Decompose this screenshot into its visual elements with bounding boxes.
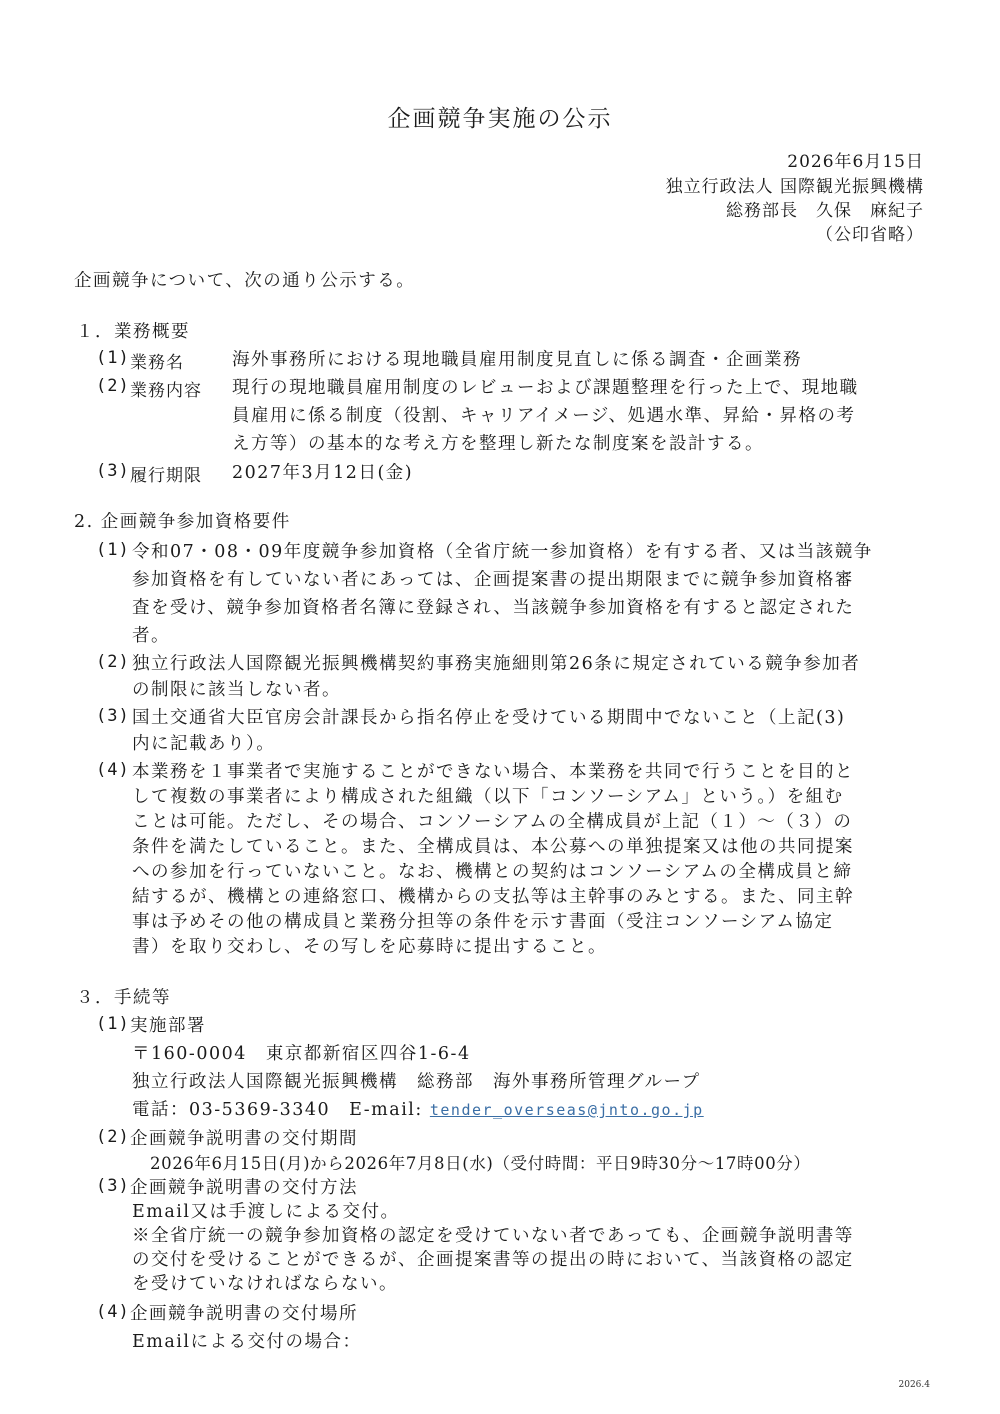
item-line: 条件を満たしていること。また、全構成員は、本公募への単独提案又は他の共同提案 — [132, 837, 854, 857]
intro-text: 企画競争について、次の通り公示する。 — [74, 271, 416, 291]
item-number: (3) — [96, 706, 130, 726]
office-contact — [132, 1096, 704, 1124]
item-number: (1) — [96, 348, 130, 368]
distribution-period: 2026年6月15日(月)から2026年7月8日(水)（受付時間：平日9時30分～17時00分） — [150, 1154, 811, 1173]
item-line: して複数の事業者により構成された組織（以下「コンソーシアム」という。）を組む — [132, 787, 844, 807]
issuer-signer: 総務部長 久保 麻紀子 — [726, 201, 924, 221]
item-number: (3) — [96, 1176, 130, 1196]
item-line: Emailによる交付の場合： — [132, 1332, 362, 1352]
item-number: (4) — [96, 1302, 130, 1322]
office-address: 〒160-0004 東京都新宿区四谷1-6-4 — [132, 1044, 471, 1064]
item-label: 企画競争説明書の交付期間 — [130, 1129, 358, 1149]
item-line: への参加を行っていないこと。なお、機構との契約はコンソーシアムの全構成員と締 — [132, 862, 853, 882]
issue-date: 2026年6月15日 — [787, 152, 924, 172]
item-number: (1) — [96, 540, 130, 560]
item-line: の交付を受けることができるが、企画提案書等の提出の時において、当該資格の認定 — [132, 1250, 854, 1270]
item-number: (4) — [96, 760, 130, 780]
item-label: 業務名 — [130, 353, 184, 373]
item-number: (2) — [96, 1127, 130, 1147]
item-label: 履行期限 — [130, 466, 202, 486]
page-title: 企画競争実施の公示 — [387, 106, 613, 132]
item-line: Email又は手渡しによる交付。 — [132, 1202, 400, 1222]
item-value-line: 員雇用に係る制度（役割、キャリアイメージ、処遇水準、昇給・昇格の考 — [232, 406, 856, 426]
item-line: 査を受け、競争参加資格者名簿に登録され、当該競争参加資格を有すると認定された — [132, 598, 855, 618]
footer-version: 2026.4 — [898, 1380, 930, 1390]
item-value-line: え方等）の基本的な考え方を整理し新たな制度案を設計する。 — [232, 434, 764, 454]
item-value: 海外事務所における現地職員雇用制度見直しに係る調査・企画業務 — [232, 350, 802, 370]
item-line: 独立行政法人国際観光振興機構契約事務実施細則第26条に規定されている競争参加者 — [132, 654, 861, 674]
item-line: 書）を取り交わし、その写しを応募時に提出すること。 — [132, 937, 607, 957]
section-heading: 2. 企画競争参加資格要件 — [74, 512, 291, 532]
email-link[interactable]: tender_overseas@jnto.go.jp — [429, 1101, 704, 1119]
item-number: (3) — [96, 461, 130, 481]
item-line: ことは可能。ただし、その場合、コンソーシアムの全構成員が上記（１）～（３）の — [132, 812, 853, 832]
seal-note: （公印省略） — [816, 225, 924, 245]
item-label: 実施部署 — [130, 1016, 206, 1036]
item-label: 企画競争説明書の交付方法 — [130, 1178, 358, 1198]
item-line: ※全省庁統一の競争参加資格の認定を受けていない者であっても、企画競争説明書等 — [132, 1226, 854, 1246]
item-number: (2) — [96, 376, 130, 396]
item-line: の制限に該当しない者。 — [132, 680, 341, 700]
section-heading: １．業務概要 — [76, 322, 190, 342]
item-line: 事は予めその他の構成員と業務分担等の条件を示す書面（受注コンソーシアム協定 — [132, 912, 834, 932]
item-number: (1) — [96, 1014, 130, 1034]
issuer-organization: 独立行政法人 国際観光振興機構 — [665, 177, 924, 197]
item-line: 結するが、機構との連絡窓口、機構からの支払等は主幹事のみとする。また、同主幹 — [132, 887, 854, 907]
phone-and-email-label: 電話：03-5369-3340 E-mail: — [132, 1100, 423, 1120]
section-heading: ３．手続等 — [76, 988, 171, 1008]
item-line: 国土交通省大臣官房会計課長から指名停止を受けている期間中でないこと（上記(3) — [132, 708, 846, 728]
item-number: (2) — [96, 652, 130, 672]
item-line: 内に記載あり）。 — [132, 734, 276, 754]
item-line: 者。 — [132, 626, 170, 646]
item-label: 企画競争説明書の交付場所 — [130, 1304, 358, 1324]
item-line: 本業務を１事業者で実施することができない場合、本業務を共同で行うことを目的と — [132, 762, 854, 782]
item-line: 参加資格を有していない者にあっては、企画提案書の提出期限までに競争参加資格審 — [132, 570, 854, 590]
item-line: を受けていなければならない。 — [132, 1274, 398, 1294]
item-label: 業務内容 — [130, 381, 202, 401]
item-value-line: 現行の現地職員雇用制度のレビューおよび課題整理を行った上で、現地職 — [232, 378, 859, 398]
item-value: 2027年3月12日(金) — [232, 463, 414, 483]
office-department: 独立行政法人国際観光振興機構 総務部 海外事務所管理グループ — [132, 1072, 701, 1092]
item-line: 令和07・08・09年度競争参加資格（全省庁統一参加資格）を有する者、又は当該競争 — [132, 542, 873, 562]
